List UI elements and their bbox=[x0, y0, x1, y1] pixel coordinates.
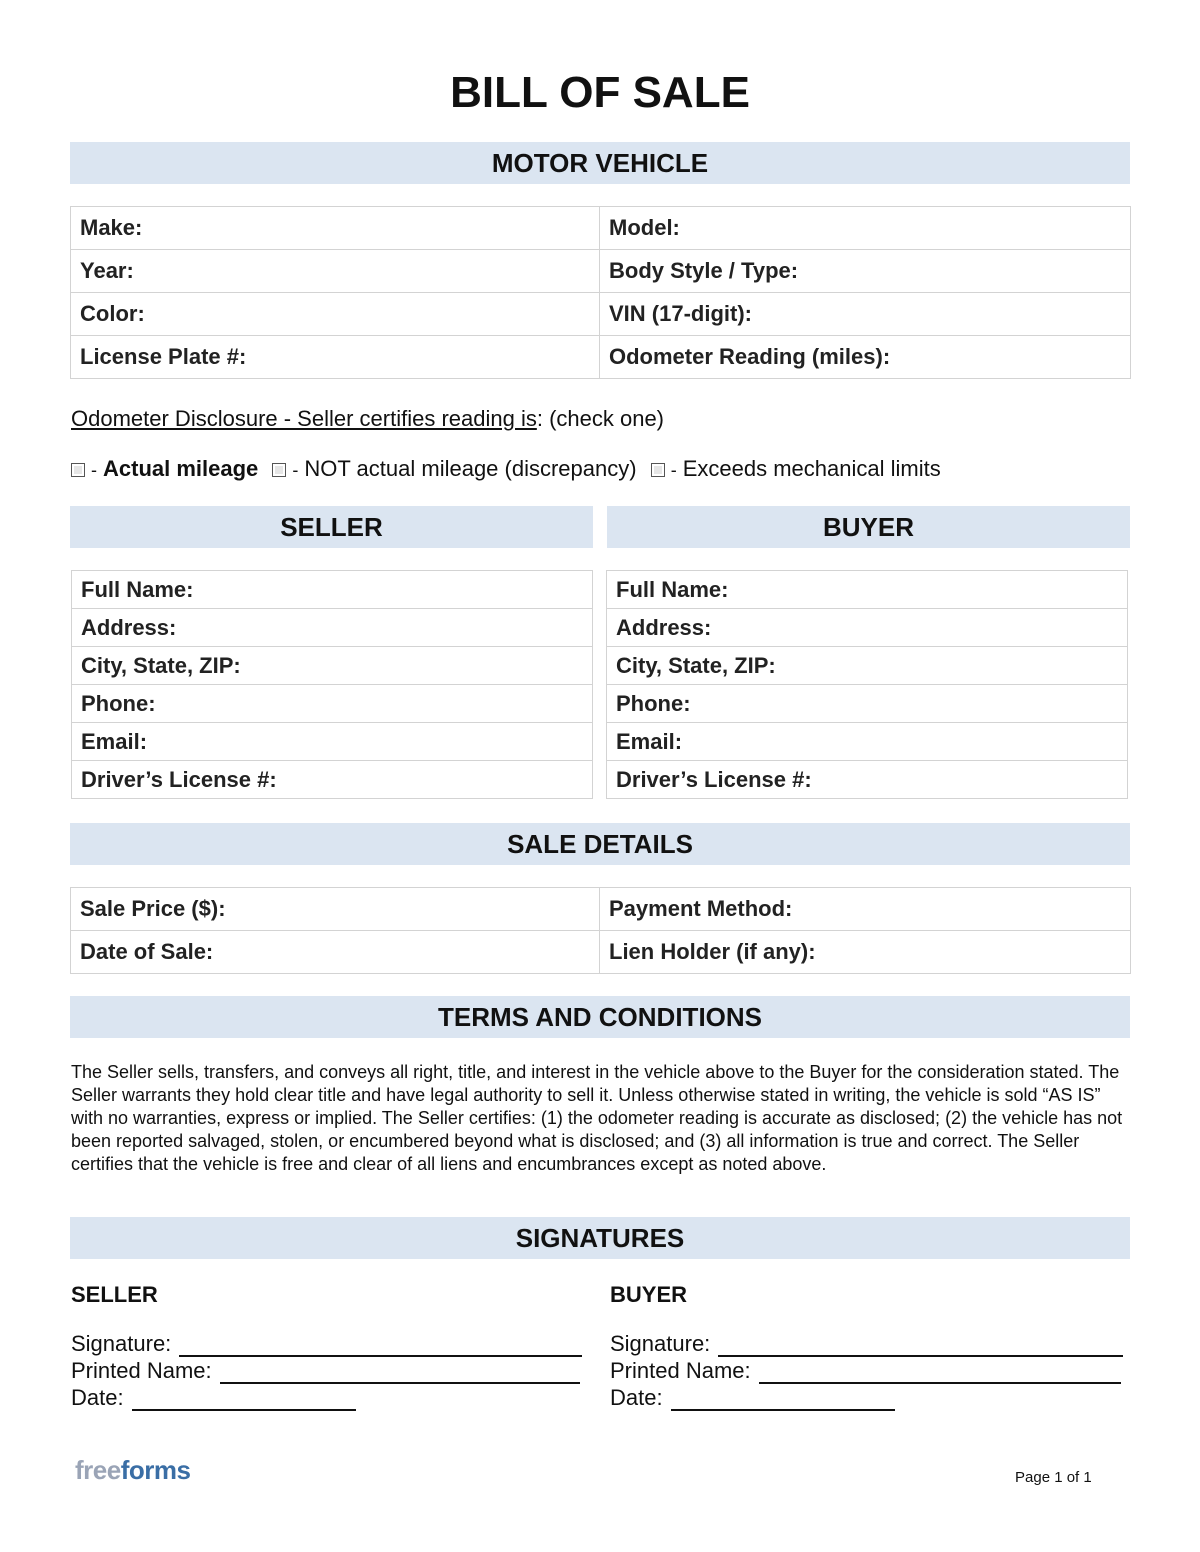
sale-price-field[interactable]: Sale Price ($): bbox=[71, 888, 600, 931]
buyer-table bbox=[606, 570, 1128, 799]
table-row bbox=[71, 293, 1131, 336]
signature-label: Signature: bbox=[71, 1331, 172, 1356]
table-row bbox=[607, 609, 1128, 647]
not-actual-mileage-label: NOT actual mileage (discrepancy) bbox=[304, 456, 637, 481]
signature-underline[interactable] bbox=[179, 1337, 582, 1357]
option-dash: - bbox=[91, 460, 97, 480]
table-row bbox=[607, 761, 1128, 799]
lien-holder-field[interactable]: Lien Holder (if any): bbox=[600, 931, 1131, 974]
signatures-header: SIGNATURES bbox=[70, 1217, 1130, 1259]
odometer-disclosure-title: Odometer Disclosure - Seller certifies reading is bbox=[71, 406, 537, 431]
odometer-disclosure-instruction: : (check one) bbox=[536, 406, 665, 431]
logo-text-free: free bbox=[75, 1455, 121, 1485]
year-field[interactable]: Year: bbox=[71, 250, 600, 293]
date-of-sale-field[interactable]: Date of Sale: bbox=[71, 931, 600, 974]
actual-mileage-label: Actual mileage bbox=[103, 456, 259, 481]
seller-signature-line[interactable] bbox=[71, 1330, 591, 1357]
sale-details-header: SALE DETAILS bbox=[70, 823, 1130, 865]
printed-name-underline[interactable] bbox=[759, 1364, 1121, 1384]
body-style-field[interactable]: Body Style / Type: bbox=[600, 250, 1131, 293]
vin-field[interactable]: VIN (17-digit): bbox=[600, 293, 1131, 336]
seller-printed-name-line[interactable] bbox=[71, 1357, 591, 1384]
seller-table bbox=[71, 570, 593, 799]
buyer-city-state-zip-field[interactable]: City, State, ZIP: bbox=[607, 647, 1128, 685]
buyer-date-line[interactable] bbox=[610, 1384, 1130, 1411]
seller-signature-heading: SELLER bbox=[71, 1282, 158, 1307]
payment-method-field[interactable]: Payment Method: bbox=[600, 888, 1131, 931]
printed-name-label: Printed Name: bbox=[71, 1358, 212, 1383]
date-label: Date: bbox=[71, 1385, 124, 1410]
table-row bbox=[607, 685, 1128, 723]
table-row bbox=[72, 723, 593, 761]
not-actual-mileage-checkbox[interactable] bbox=[272, 463, 286, 477]
date-label: Date: bbox=[610, 1385, 663, 1410]
make-field[interactable]: Make: bbox=[71, 207, 600, 250]
buyer-phone-field[interactable]: Phone: bbox=[607, 685, 1128, 723]
odometer-reading-field[interactable]: Odometer Reading (miles): bbox=[600, 336, 1131, 379]
seller-date-line[interactable] bbox=[71, 1384, 591, 1411]
exceeds-limits-label: Exceeds mechanical limits bbox=[682, 456, 941, 481]
table-row bbox=[72, 685, 593, 723]
buyer-drivers-license-field[interactable]: Driver’s License #: bbox=[607, 761, 1128, 799]
table-row bbox=[71, 336, 1131, 379]
freeforms-logo bbox=[75, 1455, 190, 1486]
document-title: BILL OF SALE bbox=[450, 68, 750, 117]
printed-name-label: Printed Name: bbox=[610, 1358, 751, 1383]
option-dash: - bbox=[670, 460, 677, 480]
odometer-options bbox=[71, 456, 949, 482]
buyer-full-name-field[interactable]: Full Name: bbox=[607, 571, 1128, 609]
buyer-email-field[interactable]: Email: bbox=[607, 723, 1128, 761]
page-number: Page 1 of 1 bbox=[1015, 1469, 1092, 1486]
buyer-signature-block bbox=[610, 1282, 1130, 1411]
actual-mileage-checkbox[interactable] bbox=[71, 463, 85, 477]
table-row bbox=[607, 647, 1128, 685]
printed-name-underline[interactable] bbox=[220, 1364, 580, 1384]
buyer-printed-name-line[interactable] bbox=[610, 1357, 1130, 1384]
signature-underline[interactable] bbox=[718, 1337, 1123, 1357]
model-field[interactable]: Model: bbox=[600, 207, 1131, 250]
color-field[interactable]: Color: bbox=[71, 293, 600, 336]
buyer-signature-heading: BUYER bbox=[610, 1282, 688, 1307]
option-dash: - bbox=[292, 460, 299, 480]
seller-drivers-license-field[interactable]: Driver’s License #: bbox=[72, 761, 593, 799]
motor-vehicle-header: MOTOR VEHICLE bbox=[70, 142, 1130, 184]
table-row bbox=[71, 888, 1131, 931]
seller-signature-block bbox=[71, 1282, 591, 1411]
date-underline[interactable] bbox=[671, 1391, 895, 1411]
seller-phone-field[interactable]: Phone: bbox=[72, 685, 593, 723]
date-underline[interactable] bbox=[132, 1391, 356, 1411]
terms-header: TERMS AND CONDITIONS bbox=[70, 996, 1130, 1038]
buyer-address-field[interactable]: Address: bbox=[607, 609, 1128, 647]
buyer-signature-line[interactable] bbox=[610, 1330, 1130, 1357]
motor-vehicle-table bbox=[70, 206, 1131, 379]
table-row bbox=[71, 250, 1131, 293]
buyer-header: BUYER bbox=[607, 506, 1130, 548]
table-row bbox=[71, 931, 1131, 974]
odometer-disclosure-heading bbox=[71, 406, 664, 432]
seller-city-state-zip-field[interactable]: City, State, ZIP: bbox=[72, 647, 593, 685]
table-row bbox=[72, 571, 593, 609]
seller-full-name-field[interactable]: Full Name: bbox=[72, 571, 593, 609]
sale-details-table bbox=[70, 887, 1131, 974]
table-row bbox=[72, 761, 593, 799]
seller-address-field[interactable]: Address: bbox=[72, 609, 593, 647]
terms-text: The Seller sells, transfers, and conveys all right, title, and interest in the vehicle above to the Buyer for the consideration stated. The Seller warrants they hold clear title and have legal authority to sell it. Unless otherwise stated in writing, the vehicle is sold “AS IS” with no warranties, express or implied. The Seller certifies: (1) the odometer reading is accurate as disclosed; (2) the vehicle has not been reported salvaged, stolen, or encumbered beyond what is disclosed; and (3) all information is true and correct. The Seller certifies that the vehicle is free and clear of all liens and encumbrances except as noted above. bbox=[71, 1062, 1123, 1174]
table-row bbox=[71, 207, 1131, 250]
signature-label: Signature: bbox=[610, 1331, 711, 1356]
table-row bbox=[72, 647, 593, 685]
table-row bbox=[72, 609, 593, 647]
table-row bbox=[607, 571, 1128, 609]
logo-text-forms: forms bbox=[120, 1455, 191, 1485]
table-row bbox=[607, 723, 1128, 761]
seller-header: SELLER bbox=[70, 506, 593, 548]
license-plate-field[interactable]: License Plate #: bbox=[71, 336, 600, 379]
seller-email-field[interactable]: Email: bbox=[72, 723, 593, 761]
exceeds-limits-checkbox[interactable] bbox=[651, 463, 665, 477]
